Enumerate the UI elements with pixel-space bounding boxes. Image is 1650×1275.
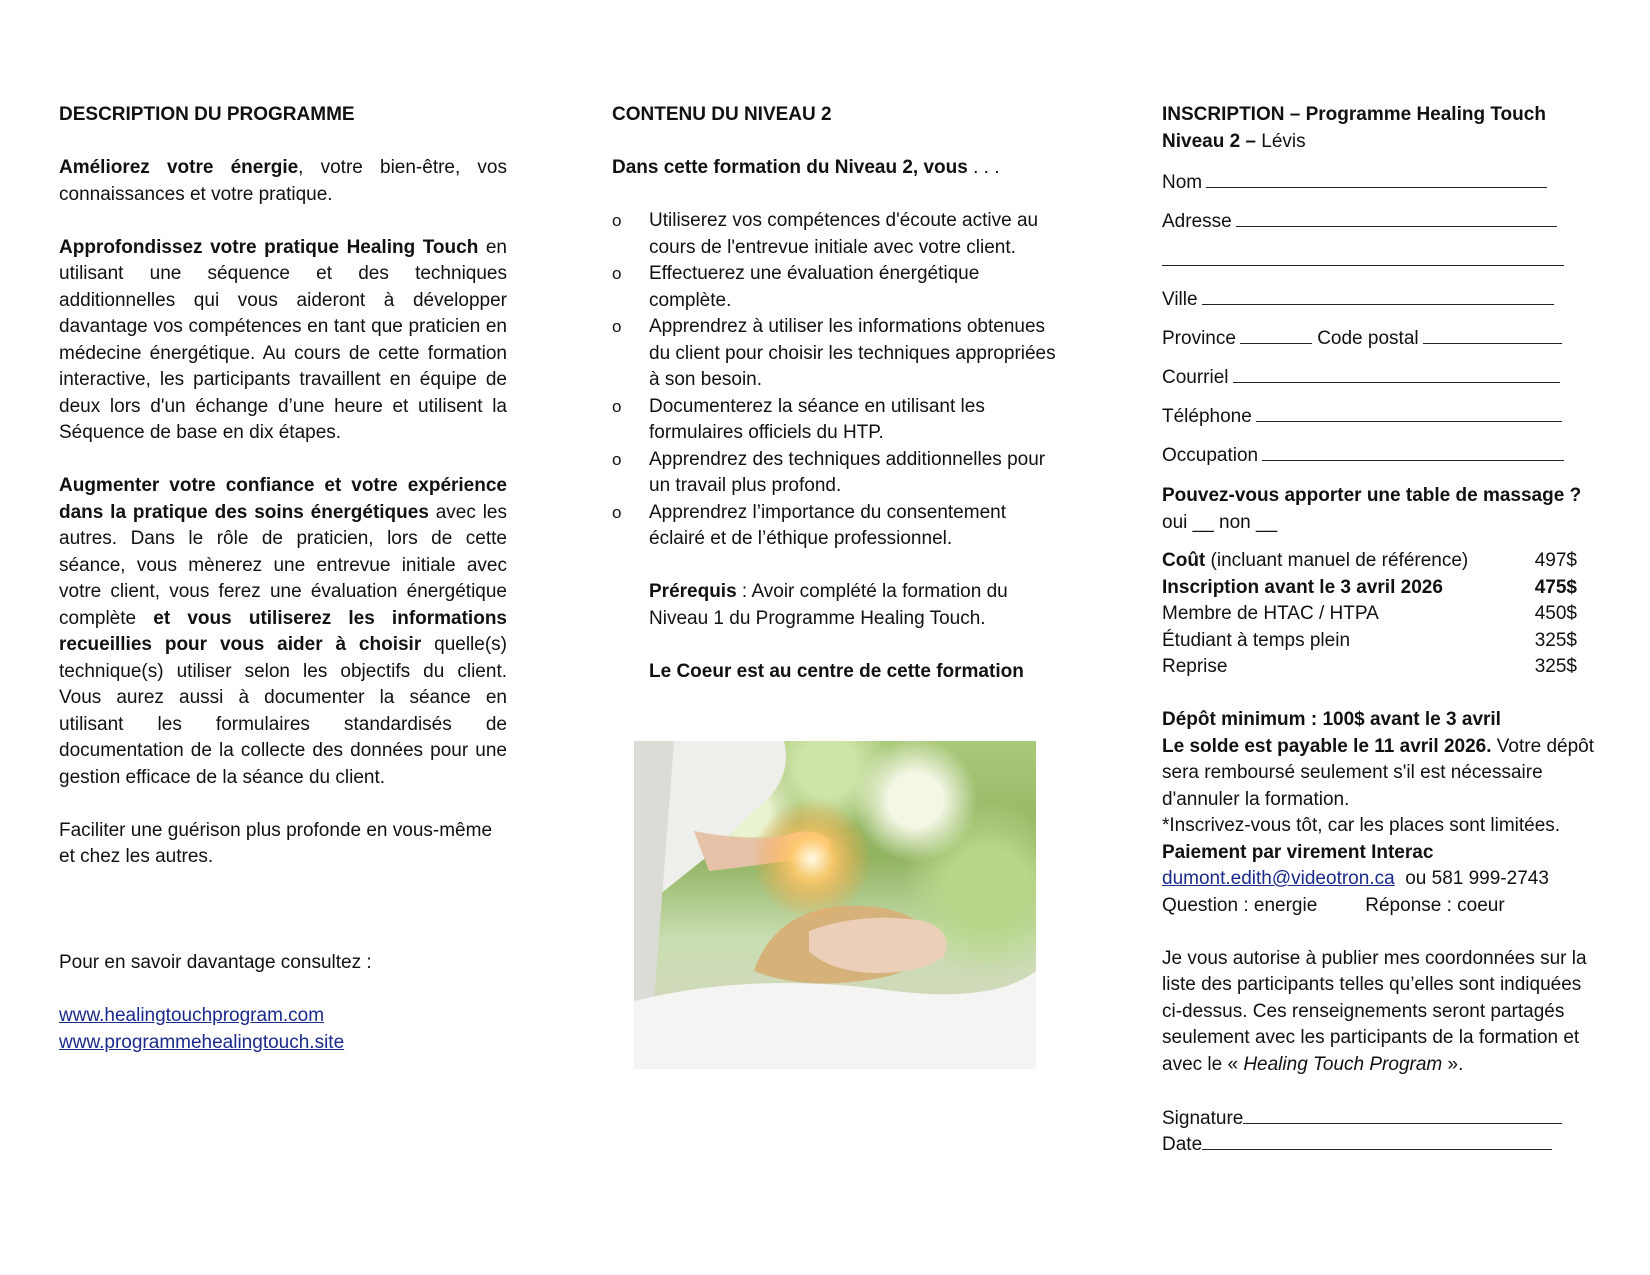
phone-input-line[interactable]	[1256, 403, 1562, 422]
postal-code-input-line[interactable]	[1423, 325, 1562, 344]
deposit-text: Dépôt minimum : 100$ avant le 3 avril	[1162, 709, 1501, 730]
program-description-column	[59, 102, 507, 1056]
address-input-line-2[interactable]	[1162, 247, 1564, 266]
email-link[interactable]: dumont.edith@videotron.ca	[1162, 868, 1395, 889]
intro-paragraph: Améliorez votre énergie, votre bien-être, vos connaissances et votre pratique.	[59, 157, 507, 205]
registration-subheading: Niveau 2 – Lévis	[1162, 130, 1306, 152]
city-field[interactable]: Ville	[1162, 286, 1602, 325]
signature-input-line[interactable]	[1243, 1105, 1562, 1124]
list-item: o Documenterez la séance en utilisant les formulaires officiels du HTP.	[612, 395, 985, 443]
confidence-paragraph: Augmenter votre confiance et votre expérience dans la pratique des soins énergétiques avec les autres. Dans le rôle de praticien, lors de cette séance, vous mènerez une entrevue initiale avec votre client, vous ferez une évaluation énergétique complète et vous utiliserez les informations recueillies pour vous aider à choisir quelle(s) technique(s) utiliser selon les objectifs du client. Vous aurez aussi à documenter la séance en utilisant les formulaires standardisés de documentation de la collecte des données pour une gestion efficace de la séance du client.	[59, 475, 507, 788]
bullet-icon: o	[612, 396, 622, 416]
healing-paragraph: Faciliter une guérison plus profonde en vous-même et chez les autres.	[59, 819, 493, 867]
name-input-line[interactable]	[1206, 169, 1547, 188]
province-input-line[interactable]	[1240, 325, 1312, 344]
list-item: o Apprendrez des techniques additionnelles pour un travail plus profond.	[612, 448, 1046, 496]
healing-scene-illustration	[634, 741, 1036, 1069]
coeur-statement: Le Coeur est au centre de cette formation	[649, 660, 1024, 682]
registration-heading: INSCRIPTION – Programme Healing Touch	[1162, 104, 1546, 125]
date-field[interactable]: Date	[1162, 1131, 1602, 1158]
city-input-line[interactable]	[1202, 286, 1554, 305]
description-heading: DESCRIPTION DU PROGRAMME	[59, 104, 355, 125]
bullet-icon: o	[612, 317, 622, 336]
address-field[interactable]: Adresse	[1162, 208, 1602, 247]
massage-table-answers[interactable]: oui __ non __	[1162, 511, 1278, 533]
occupation-field[interactable]: Occupation	[1162, 442, 1602, 481]
address-input-line[interactable]	[1236, 208, 1557, 227]
address-line-2[interactable]	[1162, 247, 1602, 286]
email-field[interactable]: Courriel	[1162, 364, 1602, 403]
registration-column	[1162, 102, 1602, 1158]
bullet-icon: o	[612, 449, 622, 469]
list-item: o Utiliserez vos compétences d'écoute active au cours de l'entrevue initiale avec votre client.	[612, 210, 1039, 258]
consent-paragraph: Je vous autorise à publier mes coordonnées sur la liste des participants telles qu’elles sont indiquées ci-dessus. Ces renseignements seront partagés seulement avec les participants de la formation et avec le « Healing Touch Program ».	[1162, 947, 1587, 1075]
signature-field[interactable]: Signature	[1162, 1105, 1602, 1132]
date-input-line[interactable]	[1202, 1131, 1552, 1150]
healing-touch-photo	[634, 741, 1036, 1069]
list-item: o Apprendrez l’importance du consentement éclairé et de l’éthique professionnel.	[612, 501, 1006, 549]
bullet-icon: o	[612, 264, 622, 283]
massage-table-question: Pouvez-vous apporter une table de massage ?	[1162, 485, 1582, 506]
programmehealingtouch-link[interactable]: www.programmehealingtouch.site	[59, 1031, 345, 1053]
contact-line: dumont.edith@videotron.ca ou 581 999-2743	[1162, 868, 1549, 889]
occupation-input-line[interactable]	[1262, 442, 1564, 461]
list-item: o Apprendrez à utiliser les informations obtenues du client pour choisir les techniques appropriées à son besoin.	[612, 316, 1056, 390]
content-heading: CONTENU DU NIVEAU 2	[612, 104, 832, 125]
list-item: o Effectuerez une évaluation énergétique complète.	[612, 263, 980, 311]
security-question-line: Question : energie Réponse : coeur	[1162, 894, 1505, 916]
early-registration-text: *Inscrivez-vous tôt, car les places sont limitées.	[1162, 815, 1561, 836]
price-row: Coût (incluant manuel de référence) 497$	[1162, 550, 1577, 571]
phone-field[interactable]: Téléphone	[1162, 403, 1602, 442]
province-postal-field[interactable]: Province Code postal	[1162, 325, 1602, 364]
price-row: Reprise 325$	[1162, 656, 1577, 677]
prerequisite-text: Prérequis : Avoir complété la formation du Niveau 1 du Programme Healing Touch.	[649, 581, 1008, 629]
email-input-line[interactable]	[1233, 364, 1560, 383]
practice-paragraph: Approfondissez votre pratique Healing Touch en utilisant une séquence et des techniques additionnelles qui vous aideront à développer davantage vos compétences en tant que praticien en médecine énergétique. Au cours de cette formation interactive, les participants travaillent en équipe de deux lors d'un échange d’une heure et utilisent la Séquence de base en dix étapes.	[59, 236, 507, 443]
more-info-text: Pour en savoir davantage consultez :	[59, 952, 372, 973]
price-row: Membre de HTAC / HTPA 450$	[1162, 603, 1577, 624]
level2-content-column	[612, 102, 1062, 685]
bullet-icon: o	[612, 502, 622, 522]
price-list	[1162, 548, 1577, 681]
healingtouchprogram-link[interactable]: www.healingtouchprogram.com	[59, 1005, 325, 1026]
bullet-icon: o	[612, 211, 622, 230]
name-field[interactable]: Nom	[1162, 169, 1602, 208]
price-row: Inscription avant le 3 avril 2026 475$	[1162, 576, 1577, 598]
price-row: Étudiant à temps plein 325$	[1162, 629, 1577, 651]
content-bullet-list	[612, 208, 1062, 553]
payment-method-text: Paiement par virement Interac	[1162, 841, 1434, 863]
balance-text: Le solde est payable le 11 avril 2026. Votre dépôt sera remboursé seulement s'il est nécessaire d'annuler la formation.	[1162, 735, 1594, 810]
content-intro: Dans cette formation du Niveau 2, vous . . .	[612, 157, 1000, 178]
